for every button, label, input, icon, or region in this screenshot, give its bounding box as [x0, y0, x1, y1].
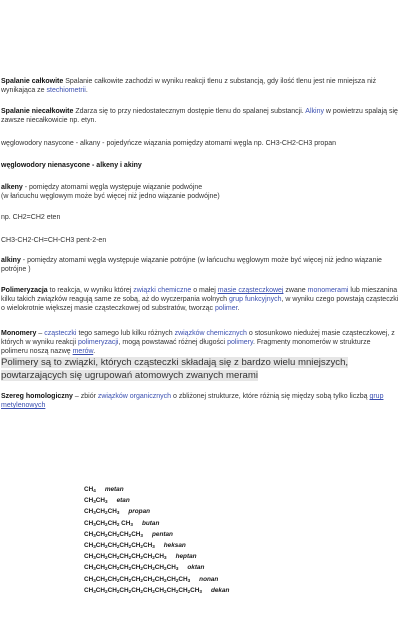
- formula-subscript: 2: [140, 543, 143, 549]
- formula-group: CH: [107, 575, 117, 583]
- formula-group: CH: [142, 564, 153, 572]
- formula-group: CH: [178, 575, 188, 583]
- formula-subscript: 3: [93, 510, 96, 516]
- text: .: [93, 348, 96, 355]
- text: CH3-CH2-CH=CH-CH3 pent-2-en: [1, 237, 107, 244]
- formula-subscript: 2: [164, 588, 167, 594]
- formula-subscript: 3: [93, 588, 96, 594]
- formula-group: CH: [107, 586, 117, 594]
- heading-weglowodory-nienasycone: [1, 161, 399, 170]
- alkane-row: [84, 551, 229, 562]
- formula-group: CH: [119, 586, 129, 594]
- formula-subscript: 3: [93, 577, 96, 583]
- alkane-name: heksan: [163, 541, 186, 549]
- alkane-formula: [84, 495, 108, 506]
- text: , w wyniku czego powstają cząsteczki o wielokrotnie większej masie cząsteczkowej od substratów, tworząc: [1, 296, 399, 312]
- text: , mogą powstawać różnej długości: [118, 339, 228, 346]
- alkane-name: propan: [128, 508, 151, 516]
- formula-group: CH: [119, 553, 129, 561]
- alkane-name: metan: [104, 486, 124, 493]
- alkane-formula: [84, 551, 167, 562]
- formula-subscript: 2: [116, 555, 120, 561]
- formula-subscript: 2: [105, 521, 108, 527]
- formula-group: CH: [154, 553, 165, 561]
- text: –: [36, 330, 45, 337]
- formula-subscript: 3: [93, 555, 96, 561]
- formula-subscript: 3: [175, 566, 179, 572]
- formula-subscript: 3: [93, 532, 96, 538]
- text: to reakcja, w wyniku której: [47, 287, 134, 294]
- formula-group: CH: [131, 575, 141, 583]
- formula-subscript: 3: [152, 543, 155, 549]
- formula-group: CH: [154, 575, 165, 583]
- formula-group: CH: [154, 586, 165, 594]
- formula-subscript: 2: [175, 588, 179, 594]
- link-monomerami[interactable]: monomerami: [307, 287, 349, 294]
- formula-group: CH: [84, 564, 94, 572]
- formula-group: CH: [84, 497, 94, 505]
- term-szereg-homologiczny: Szereg homologiczny: [1, 393, 73, 400]
- link-zwiazkow-chemicznych[interactable]: związków chemicznych: [174, 330, 247, 337]
- alkane-formula: [84, 585, 202, 596]
- formula-subscript: 2: [116, 588, 120, 594]
- text: – zbiór: [72, 393, 98, 400]
- formula-group: CH: [142, 586, 153, 594]
- text: o zbliżonej strukturze, które różnią się między sobą tylko liczbą: [171, 393, 370, 400]
- formula-group: CH: [131, 530, 141, 538]
- formula-subscript: 2: [152, 577, 155, 583]
- formula-subscript: 3: [199, 588, 202, 594]
- formula-subscript: 2: [140, 577, 143, 583]
- example-eten: [1, 213, 399, 222]
- formula-group: CH: [84, 530, 94, 538]
- formula-subscript: 2: [105, 510, 108, 516]
- text: (w łańcuchu węglowym może być więcej niż jedno wiązanie podwójne): [1, 193, 220, 200]
- text: Spalanie całkowite zachodzi w wyniku reakcji tlenu z substancją, gdy ilość tlenu jest nie mniejsza niż wynikająca ze: [1, 78, 377, 94]
- alkane-formula: [84, 529, 143, 540]
- formula-group: CH: [84, 541, 94, 549]
- formula-group: CH: [95, 564, 106, 572]
- formula-group: CH: [95, 553, 106, 561]
- alkane-row: [84, 495, 229, 506]
- formula-subscript: 2: [105, 577, 108, 583]
- text: - pomiędzy atomami węgla występuje wiązanie podwójne: [22, 184, 203, 191]
- formula-group: C: [84, 486, 89, 493]
- formula-subscript: 2: [128, 555, 132, 561]
- formula-group: CH: [107, 530, 117, 538]
- text: Zdarza się to przy niedostatecznym dostępie tlenu do spalanej substancji.: [73, 108, 304, 115]
- formula-subscript: 2: [105, 555, 108, 561]
- formula-subscript: 3: [187, 577, 191, 583]
- formula-group: CH: [95, 541, 106, 549]
- paragraph-alkany: [1, 139, 399, 148]
- alkane-name: oktan: [187, 564, 205, 572]
- paragraph-spalanie-calkowite: [1, 77, 399, 95]
- alkane-row: [84, 540, 229, 551]
- term-polimeryzacja: Polimeryzacja: [1, 287, 48, 294]
- formula-subscript: 2: [164, 566, 167, 572]
- formula-subscript: 2: [140, 566, 143, 572]
- formula-group: CH: [142, 575, 153, 583]
- formula-group: CH: [131, 553, 141, 561]
- formula-group: CH: [142, 553, 153, 561]
- example-pent-2-en: [1, 236, 399, 245]
- formula-subscript: 2: [128, 543, 132, 549]
- paragraph-alkeny: [1, 183, 399, 201]
- formula-subscript: 3: [116, 510, 120, 516]
- text: zwane: [283, 287, 308, 294]
- text: o małej: [191, 287, 218, 294]
- text: - pomiędzy atomami węgla występuje wiązanie potrójne (w łańcuchu węglowym może być więcej niż jedno wiązanie potrójne ): [1, 257, 382, 273]
- text: .: [85, 87, 88, 94]
- alkane-name: etan: [116, 497, 130, 505]
- formula-group: CH: [154, 564, 165, 572]
- formula-group: CH: [84, 553, 94, 561]
- link-polimer[interactable]: polimer: [214, 305, 238, 312]
- formula-subscript: 2: [116, 521, 120, 527]
- formula-subscript: 2: [116, 566, 120, 572]
- link-zwiazki-chemiczne[interactable]: związki chemiczne: [133, 287, 192, 294]
- alkane-formula: [84, 506, 119, 517]
- alkane-formula: [84, 484, 96, 495]
- alkane-row: [84, 484, 229, 495]
- alkane-row: [84, 585, 229, 596]
- formula-group: CH: [166, 564, 176, 572]
- text: . Fragmenty monomerów w strukturze polimeru noszą nazwę: [1, 339, 371, 355]
- formula-group: CH: [190, 586, 200, 594]
- formula-subscript: 2: [105, 532, 108, 538]
- formula-subscript: 2: [128, 588, 132, 594]
- alkane-formula: [84, 518, 133, 529]
- formula-group: CH: [142, 541, 153, 549]
- paragraph-monomery: [1, 329, 399, 356]
- link-grup-funkcyjnych[interactable]: grup funkcyjnych: [229, 296, 282, 303]
- formula-subscript: 4: [93, 488, 96, 493]
- highlighted-text: Polimery są to związki, których cząsteczki składają się z bardzo wielu mniejszych, powtarzających się ugrupowań atomowych zwanych merami: [1, 357, 349, 381]
- link-grup-metylenowych[interactable]: grup metylenowych: [1, 393, 384, 409]
- formula-group: CH: [107, 564, 117, 572]
- alkane-name: nonan: [199, 575, 219, 583]
- alkane-name: dekan: [210, 586, 230, 594]
- alkane-row: [84, 562, 229, 573]
- alkane-name: butan: [141, 519, 160, 527]
- formula-subscript: 2: [140, 555, 143, 561]
- text: węglowodory nienasycone - alkeny i akiny: [1, 162, 142, 169]
- paragraph-polimeryzacja: [1, 286, 399, 313]
- formula-group: CH: [95, 497, 106, 505]
- formula-subscript: 2: [164, 577, 167, 583]
- formula-group: CH: [131, 541, 141, 549]
- formula-subscript: 2: [152, 555, 155, 561]
- formula-subscript: 3: [105, 499, 108, 505]
- formula-group: CH: [131, 564, 141, 572]
- formula-group: CH: [107, 553, 117, 561]
- link-zwiazkow-organicznych[interactable]: związków organicznych: [97, 393, 172, 400]
- alkane-homologous-series-list: [84, 484, 229, 596]
- formula-group: CH: [107, 508, 117, 516]
- text: w powietrzu spalają się zawsze niecałkowicie np. etyn.: [1, 108, 398, 124]
- alkane-row: [84, 574, 229, 585]
- term-alkeny: alkeny: [1, 184, 23, 191]
- alkane-name: heptan: [175, 553, 197, 561]
- formula-subscript: 2: [128, 577, 132, 583]
- term-spalanie-calkowite: Spalanie całkowite: [1, 78, 64, 85]
- link-alkiny[interactable]: Alkiny: [305, 108, 324, 115]
- link-masie-czasteczkowej[interactable]: masie cząsteczkowej: [217, 287, 284, 294]
- formula-subscript: 3: [93, 543, 96, 549]
- formula-group: CH: [119, 530, 129, 538]
- text: .: [237, 305, 240, 312]
- text: o stosunkowo niedużej masie cząsteczkowej, z których w wyniku reakcji: [1, 330, 395, 346]
- formula-group: CH: [131, 586, 141, 594]
- text: węglowodory nasycone - alkany - pojedyńcze wiązania pomiędzy atomami węgla np. CH3-CH2-CH3 propan: [1, 140, 336, 147]
- link-polimery[interactable]: polimery: [227, 339, 253, 346]
- formula-subscript: 2: [152, 566, 155, 572]
- alkane-formula: [84, 562, 178, 573]
- alkane-formula: [84, 574, 190, 585]
- alkane-formula: [84, 540, 155, 551]
- formula-subscript: 2: [105, 543, 108, 549]
- formula-subscript: 3: [93, 521, 96, 527]
- formula-group: CH: [95, 508, 106, 516]
- formula-subscript: 2: [105, 566, 108, 572]
- text: tego samego lub kilku różnych: [76, 330, 175, 337]
- formula-subscript: 3: [93, 566, 96, 572]
- link-polimeryzacji[interactable]: polimeryzacji: [78, 339, 119, 346]
- alkane-row: [84, 506, 229, 517]
- alkane-row: [84, 529, 229, 540]
- formula-group: CH: [107, 519, 117, 527]
- formula-subscript: 2: [105, 588, 108, 594]
- formula-group: CH: [84, 575, 94, 583]
- formula-group: CH: [119, 564, 129, 572]
- formula-group: CH: [119, 575, 129, 583]
- formula-group: CH: [95, 519, 106, 527]
- formula-subscript: 3: [140, 532, 143, 538]
- text: np. CH2=CH2 eten: [1, 214, 61, 221]
- formula-group: H: [88, 486, 94, 493]
- formula-group: CH: [178, 586, 188, 594]
- formula-subscript: 2: [175, 577, 179, 583]
- link-stechiometrii[interactable]: stechiometrii: [46, 87, 86, 94]
- formula-group: CH: [119, 541, 129, 549]
- formula-group: CH: [84, 586, 94, 594]
- formula-subscript: 3: [130, 521, 133, 527]
- formula-group: CH: [95, 530, 106, 538]
- paragraph-alkiny: [1, 256, 399, 274]
- alkane-row: [84, 518, 229, 529]
- link-merow[interactable]: merów: [72, 348, 94, 355]
- formula-subscript: 2: [116, 577, 120, 583]
- link-czasteczki[interactable]: cząsteczki: [44, 330, 77, 337]
- term-monomery: Monomery: [1, 330, 37, 337]
- formula-subscript: 2: [116, 532, 120, 538]
- text: lub mieszanina kilku takich związków reagują same ze sobą, aż do wyczerpania wolnych: [1, 287, 398, 303]
- formula-group: CH: [84, 508, 94, 516]
- formula-subscript: 3: [164, 555, 167, 561]
- highlighted-definition-polimery: [1, 357, 399, 382]
- term-spalanie-niecalkowite: Spalanie niecałkowite: [1, 108, 74, 115]
- formula-subscript: 3: [93, 499, 96, 505]
- formula-group: CH: [119, 519, 131, 527]
- formula-group: CH: [166, 575, 176, 583]
- paragraph-spalanie-niecalkowite: [1, 107, 399, 125]
- formula-subscript: 2: [128, 532, 132, 538]
- formula-subscript: 2: [140, 588, 143, 594]
- formula-subscript: 2: [128, 566, 132, 572]
- formula-subscript: 2: [116, 543, 120, 549]
- paragraph-szereg-homologiczny: [1, 392, 399, 410]
- formula-group: CH: [166, 586, 176, 594]
- formula-subscript: 2: [187, 588, 191, 594]
- formula-group: CH: [95, 586, 106, 594]
- formula-subscript: 2: [152, 588, 155, 594]
- term-alkiny: alkiny: [1, 257, 21, 264]
- formula-group: CH: [95, 575, 106, 583]
- formula-group: CH: [84, 519, 94, 527]
- alkane-name: pentan: [151, 530, 173, 538]
- formula-group: CH: [107, 541, 117, 549]
